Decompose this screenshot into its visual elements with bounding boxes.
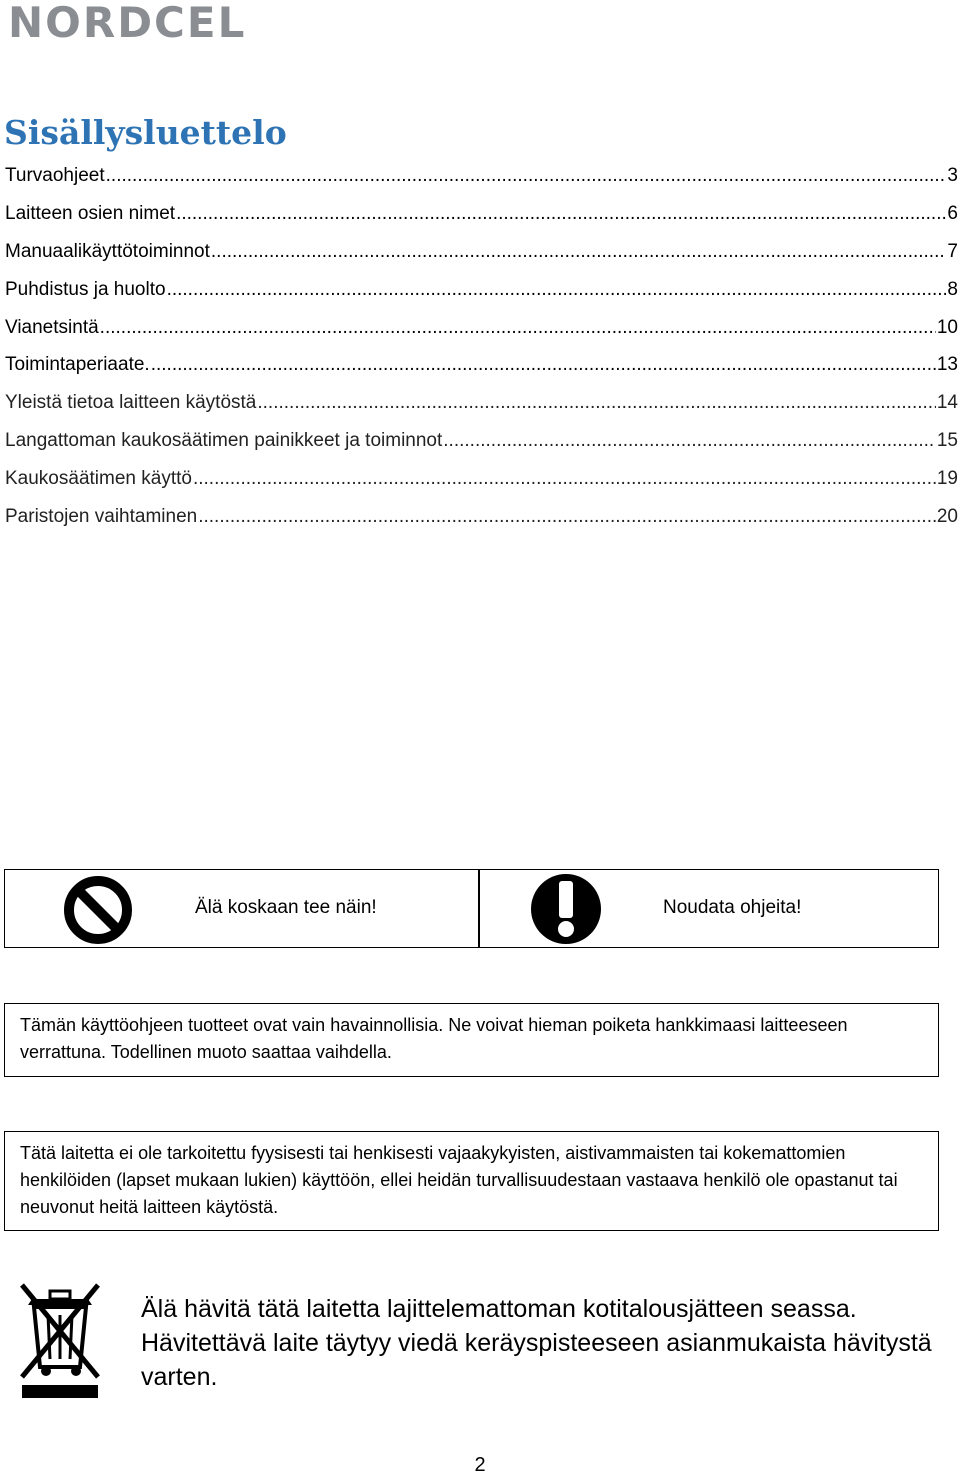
toc-entry-label: Turvaohjeet [5,165,105,186]
table-of-contents [5,157,958,536]
toc-leader-dots [106,157,947,195]
toc-entry-label: Vianetsintä [5,316,99,338]
brand-logo: NORDCEL [8,0,247,47]
toc-leader-dots [151,346,936,384]
toc-entry[interactable] [5,498,958,536]
safety-note: Tätä laitetta ei ole tarkoitettu fyysisesti tai henkisesti vajaakykyisten, aistivammaisten tai kokemattomien henkilöiden (lapset mukaan lukien) käyttöön, ellei heidän turvallisuudestaan vastaava henkilö ole opastanut tai neuvonut heitä laitteen käytöstä. [4,1131,939,1231]
illustration-note: Tämän käyttöohjeen tuotteet ovat vain havainnollisia. Ne voivat hieman poiketa hankkimaasi laitteeseen verrattuna. Todellinen muoto saattaa vaihdella. [4,1003,939,1077]
toc-entry-page: 8 [947,278,958,300]
toc-entry-label: Puhdistus ja huolto [5,278,166,300]
toc-entry-label: Paristojen vaihtaminen [5,506,198,528]
toc-entry[interactable] [5,157,958,195]
crossed-out-wheelie-bin-icon [18,1281,102,1399]
toc-entry-label: Toimintaperiaate. [5,354,150,376]
toc-leader-dots [211,233,947,271]
toc-title: Sisällysluettelo [4,113,287,152]
toc-leader-dots [443,422,936,460]
legend-divider [478,870,480,947]
toc-entry-page: 6 [947,202,958,224]
toc-leader-dots [176,195,946,233]
toc-entry[interactable] [5,346,958,384]
toc-entry[interactable] [5,195,958,233]
disposal-notice: Älä hävitä tätä laitetta lajittelemattoman kotitalousjätteen seassa. Hävitettävä laite täytyy viedä keräyspisteeseen asianmukaista hävitystä varten. [141,1295,932,1391]
toc-entry[interactable] [5,233,958,271]
toc-entry-page: 20 [936,506,958,528]
toc-entry-label: Manuaalikäyttötoiminnot [5,240,210,262]
toc-entry-page: 19 [936,468,958,490]
prohibit-label: Älä koskaan tee näin! [195,897,377,918]
toc-entry[interactable] [5,271,958,309]
toc-entry-label: Langattoman kaukosäätimen painikkeet ja toiminnot [5,430,443,452]
toc-leader-dots [193,460,936,498]
toc-entry[interactable] [5,460,958,498]
prohibition-icon [59,874,137,946]
toc-leader-dots [198,498,936,536]
symbol-legend-box [4,869,939,948]
toc-leader-dots [100,309,936,347]
toc-entry[interactable] [5,422,958,460]
toc-leader-dots [167,271,947,309]
page-number: 2 [474,1454,486,1476]
toc-entry-label: Laitteen osien nimet [5,202,176,224]
toc-entry[interactable] [5,309,958,347]
toc-entry-page: 3 [947,165,958,186]
toc-entry-label: Yleistä tietoa laitteen käytöstä [5,392,257,414]
warning-label: Noudata ohjeita! [663,897,802,918]
toc-entry-page: 15 [936,430,958,452]
toc-entry-page: 13 [936,354,958,376]
toc-entry-page: 14 [936,392,958,414]
exclamation-icon [528,873,604,945]
toc-entry[interactable] [5,384,958,422]
toc-entry-label: Kaukosäätimen käyttö [5,468,192,490]
toc-leader-dots [257,384,935,422]
toc-entry-page: 10 [936,316,958,338]
toc-entry-page: 7 [947,240,958,262]
